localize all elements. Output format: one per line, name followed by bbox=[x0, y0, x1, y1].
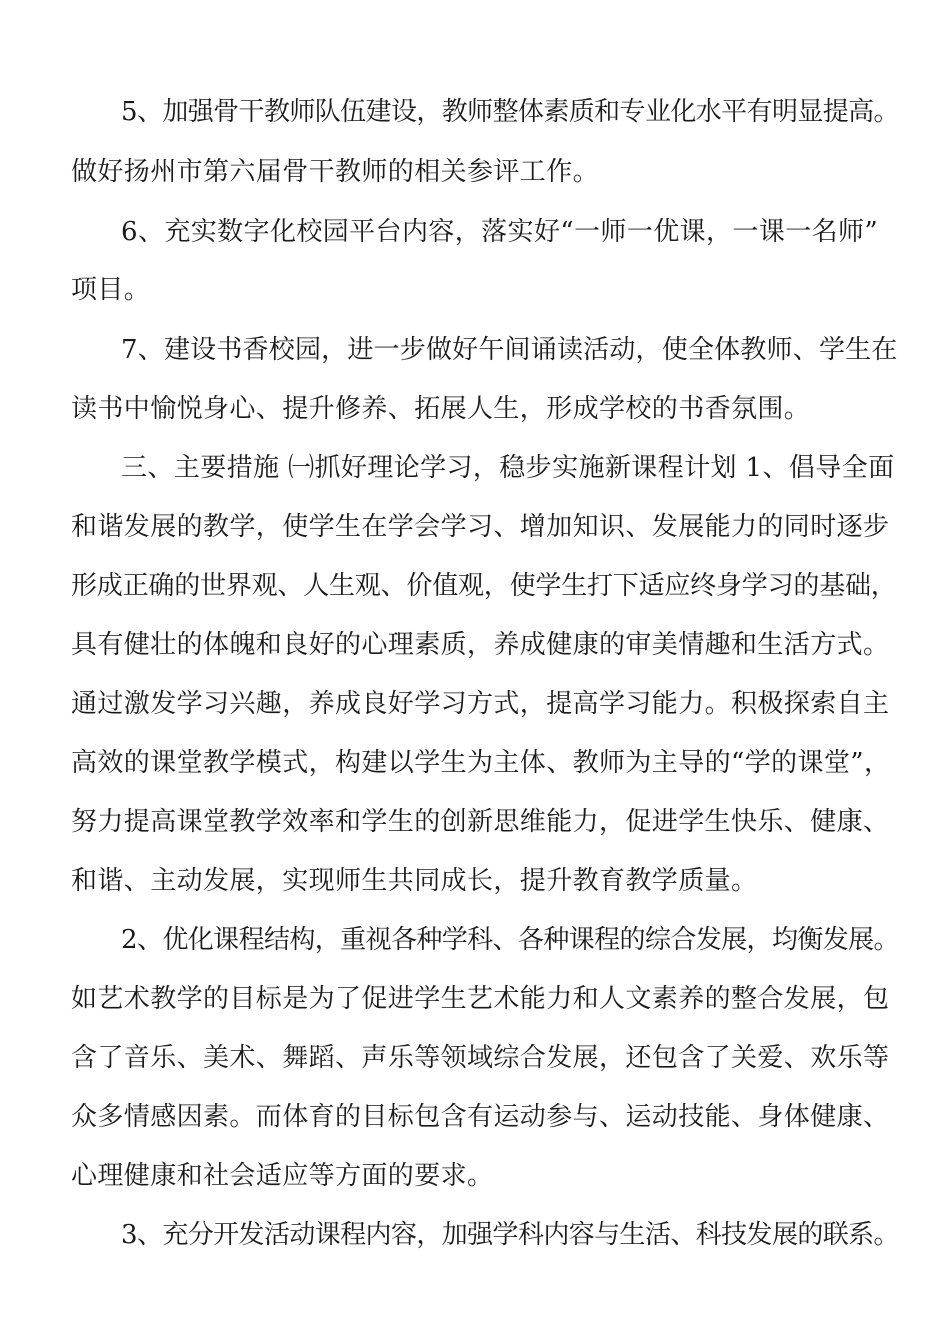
text-line: 项目。 bbox=[71, 275, 151, 305]
text-line: 心理健康和社会适应等方面的要求。 bbox=[71, 1161, 494, 1191]
text-line: 众多情感因素。而体育的目标包含有运动参与、运动技能、身体健康、 bbox=[71, 1102, 890, 1132]
text-line: 6、充实数字化校园平台内容，落实好“一师一优课，一课一名师” bbox=[121, 217, 879, 247]
text-line: 高效的课堂教学模式，构建以学生为主体、教师为主导的“学的课堂”， bbox=[71, 748, 891, 778]
text-line: 具有健壮的体魄和良好的心理素质，养成健康的审美情趣和生活方式。 bbox=[71, 630, 890, 660]
text-line: 5、加强骨干教师队伍建设，教师整体素质和专业化水平有明显提高。 bbox=[121, 97, 899, 127]
text-line: 3、充分开发活动课程内容，加强学科内容与生活、科技发展的联系。 bbox=[121, 1220, 899, 1250]
text-line: 通过激发学习兴趣，养成良好学习方式，提高学习能力。积极探索自主 bbox=[71, 689, 890, 719]
text-line: 和谐发展的教学，使学生在学会学习、增加知识、发展能力的同时逐步 bbox=[71, 512, 890, 542]
text-line: 做好扬州市第六届骨干教师的相关参评工作。 bbox=[71, 157, 600, 187]
text-line: 和谐、主动发展，实现师生共同成长，提升教育教学质量。 bbox=[71, 866, 758, 896]
text-line: 含了音乐、美术、舞蹈、声乐等领域综合发展，还包含了关爱、欢乐等 bbox=[71, 1043, 890, 1073]
text-line: 努力提高课堂教学效率和学生的创新思维能力，促进学生快乐、健康、 bbox=[71, 807, 890, 837]
text-line: 形成正确的世界观、人生观、价值观，使学生打下适应终身学习的基础， bbox=[71, 571, 897, 601]
text-line: 读书中愉悦身心、提升修养、拓展人生，形成学校的书香氛围。 bbox=[71, 394, 811, 424]
text-line: 如艺术教学的目标是为了促进学生艺术能力和人文素养的整合发展，包 bbox=[71, 984, 890, 1014]
text-line: 三、主要措施 ㈠抓好理论学习，稳步实施新课程计划 1、倡导全面 bbox=[121, 453, 895, 483]
text-line: 7、建设书香校园，进一步做好午间诵读活动，使全体教师、学生在 bbox=[121, 335, 898, 365]
text-line: 2、优化课程结构，重视各种学科、各种课程的综合发展，均衡发展。 bbox=[121, 925, 899, 955]
